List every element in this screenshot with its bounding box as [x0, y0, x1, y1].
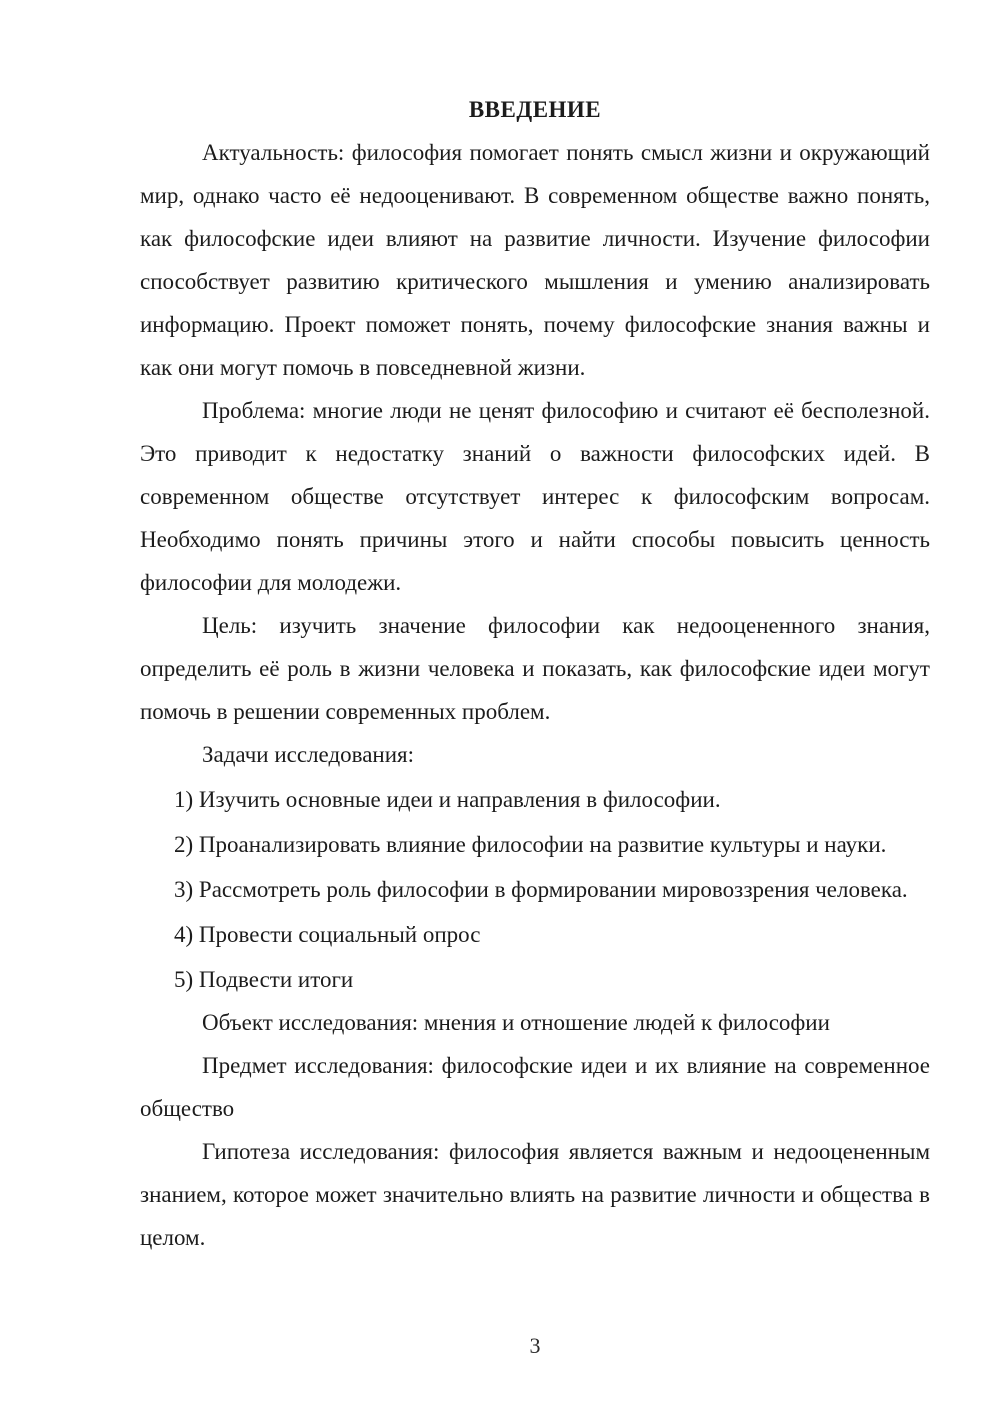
- paragraph-zadachi-heading: Задачи исследования:: [202, 742, 415, 767]
- paragraph-predmet: Предмет исследования: философские идеи и их влияние на современное общество: [140, 1053, 930, 1121]
- page-number: 3: [529, 1333, 541, 1358]
- paragraph-aktualnost: Актуальность: философия помогает понять смысл жизни и окружающий мир, однако часто её недооценивают. В современном обществе важно понять, как философские идеи влияют на развитие личности. Изучение философии способствует развитию критического мышления и умению анализировать информацию. Проект поможет понять, почему философские знания важны и как они могут помочь в повседневной жизни.: [140, 140, 930, 380]
- list-item-4: 4) Провести социальный опрос: [174, 922, 481, 947]
- list-item-1: 1) Изучить основные идеи и направления в философии.: [174, 787, 721, 812]
- list-item-2: 2) Проанализировать влияние философии на развитие культуры и науки.: [174, 832, 887, 857]
- section-title: ВВЕДЕНИЕ: [468, 97, 602, 122]
- paragraph-obekt: Объект исследования: мнения и отношение людей к философии: [202, 1010, 830, 1035]
- paragraph-tsel: Цель: изучить значение философии как недооцененного знания, определить её роль в жизни человека и показать, как философские идеи могут помочь в решении современных проблем.: [140, 613, 930, 724]
- list-item-5: 5) Подвести итоги: [174, 967, 354, 992]
- page-content: [140, 88, 930, 1259]
- list-item-3: 3) Рассмотреть роль философии в формировании мировоззрения человека.: [174, 877, 908, 902]
- paragraph-gipoteza: Гипотеза исследования: философия является важным и недооцененным знанием, которое может значительно влиять на развитие личности и общества в целом.: [140, 1139, 930, 1250]
- paragraph-problema: Проблема: многие люди не ценят философию и считают её бесполезной. Это приводит к недостатку знаний о важности философских идей. В современном обществе отсутствует интерес к философским вопросам. Необходимо понять причины этого и найти способы повысить ценность философии для молодежи.: [140, 398, 930, 595]
